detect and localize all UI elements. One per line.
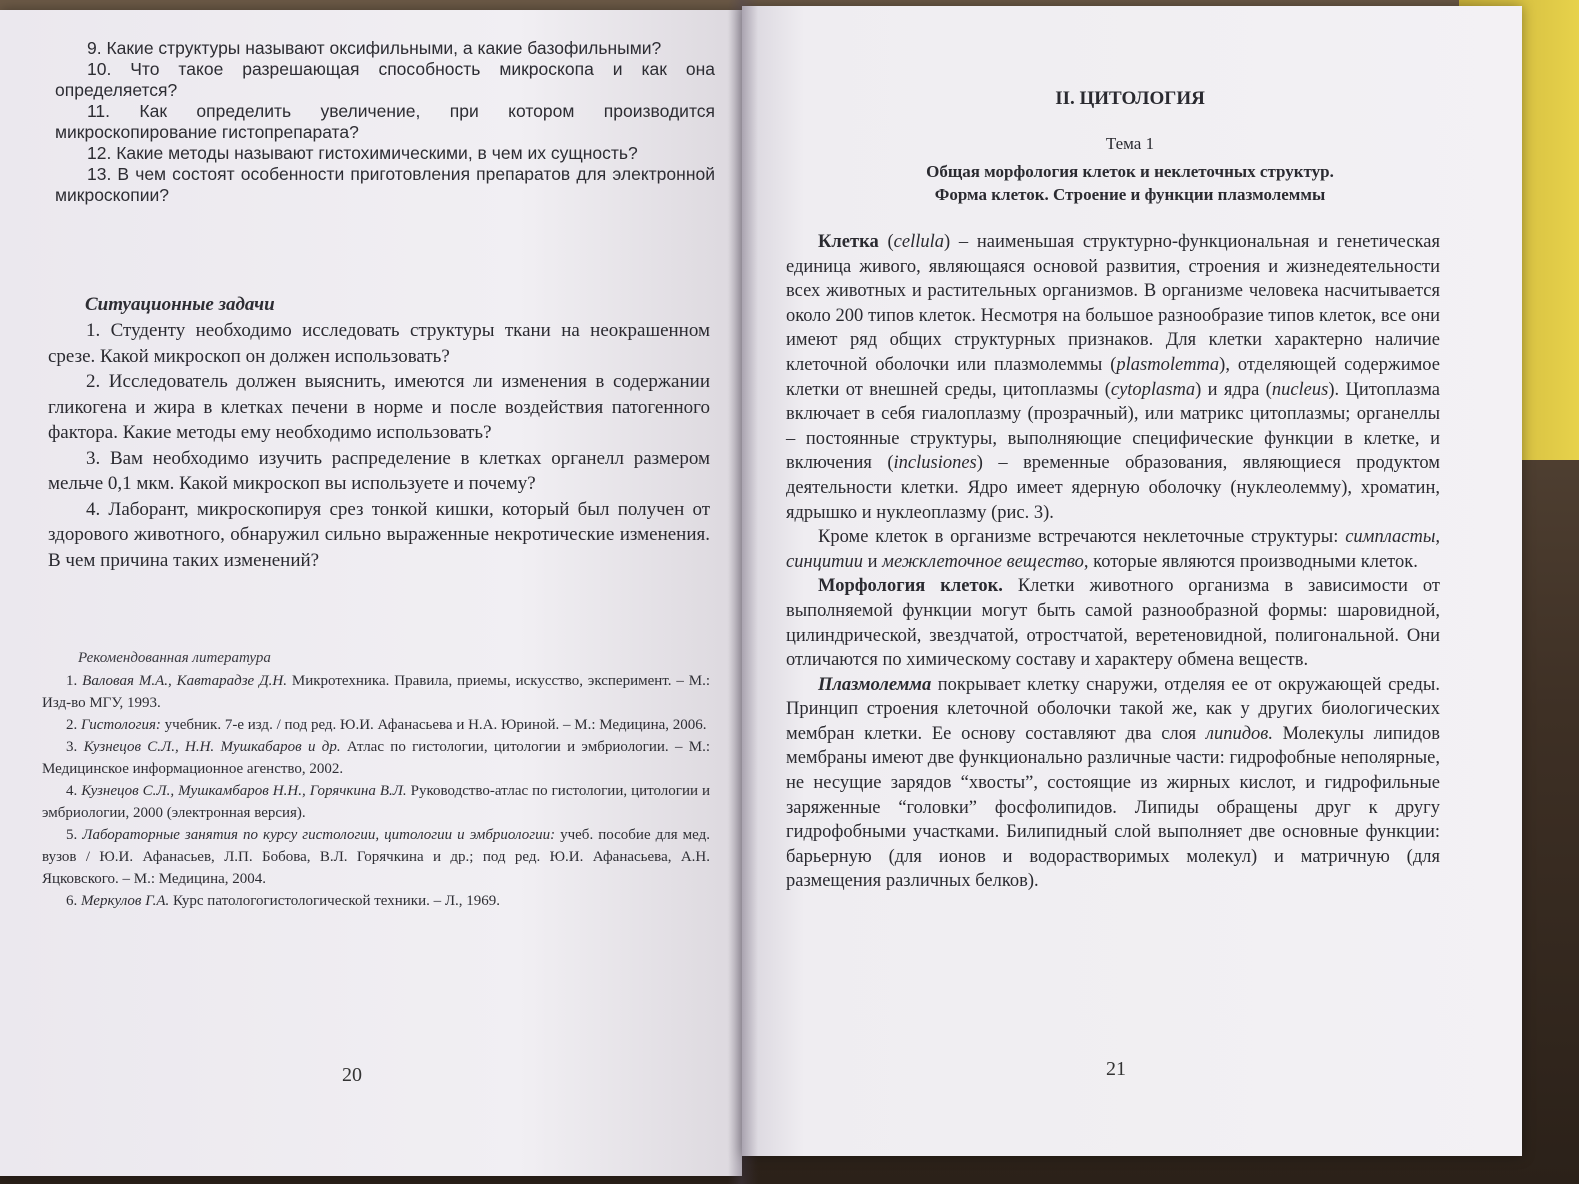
situational-tasks: [48, 318, 710, 573]
paragraph-noncellular: Кроме клеток в организме встречаются неклеточные структуры: симпласты, синцитии и межклеточное вещество, которые являются производными клеток.: [786, 527, 1440, 572]
paragraph-plasmalemma: Плазмолемма покрывает клетку снаружи, отделяя ее от окружающей среды. Принцип строения клеточной оболочки такой же, как у других биологических мембран клетки. Ее основу составляют два слоя липидов. Молекулы липидов мембраны имеют две функционально различные части: гидрофобные неполярные, не несущие зарядов “хвосты”, состоящие из жирных кислот, и гидрофильные заряженные “головки” фосфолипидов. Липиды обращены друг к другу гидрофобными участками. Билипидный слой выполняет две основные функции: барьерную (для ионов и водорастворимых молекул) и матричную (для размещения различных белков).: [786, 674, 1440, 892]
literature-item: 2. Гистология: учебник. 7-е изд. / под ред. Ю.И. Афанасьева и Н.А. Юриной. – М.: Медицина, 2006.: [66, 717, 707, 733]
paragraph-morphology: Морфология клеток. Клетки животного организма в зависимости от выполняемой функции могут быть самой разнообразной формы: шаровидной, цилиндрической, звездчатой, отростчатой, веретеновидной, полигональной. Они отличаются по химическому составу и характеру обмена веществ.: [786, 576, 1440, 671]
question-11: 11. Как определить увеличение, при котором производится микроскопирование гистопрепарата?: [55, 101, 715, 142]
literature-item: 3. Кузнецов С.Л., Н.Н. Мушкабаров и др. Атлас по гистологии, цитологии и эмбриологии. – М.: Медицинское информационное агенство, 2002.: [42, 739, 711, 777]
tasks-heading: Ситуационные задачи: [85, 294, 275, 315]
question-9: 9. Какие структуры называют оксифильными, а какие базофильными?: [87, 38, 662, 58]
topic-number: Тема 1: [1105, 134, 1155, 153]
task-4: 4. Лаборант, микроскопируя срез тонкой кишки, который был получен от здорового животного, обнаружил сильно выраженные некротические изменения. В чем причина таких изменений?: [48, 498, 710, 571]
paragraph-cell: Клетка (cellula) – наименьшая структурно-функциональная и генетическая единица живого, являющаяся основой развития, строения и жизнедеятельности всех животных и растительных организмов. В организме человека насчитывается около 200 типов клеток. Несмотря на большое разнообразие типов клеток, все они имеют ряд общих структурных признаков. Для клетки характерно наличие клеточной оболочки или плазмолеммы (plasmolemma), отделяющей содержимое клетки от внешней среды, цитоплазмы (cytoplasma) и ядра (nucleus). Цитоплазма включает в себя гиалоплазму (прозрачный), или матрикс цитоплазмы; органеллы – постоянные структуры, выполняющие специфические функции в клетке, и включения (inclusiones) – временные образования, являющиеся продуктом деятельности клетки. Ядро имеет ядерную оболочку (нуклеолемму), хроматин, ядрышко и нуклеоплазму (рис. 3).: [786, 232, 1441, 523]
literature-item: 4. Кузнецов С.Л., Мушкамбаров Н.Н., Горячкина В.Л. Руководство-атлас по гистологии, цитологии и эмбриологии, 2000 (электронная версия).: [42, 783, 711, 821]
literature-heading: Рекомендованная литература: [78, 650, 271, 666]
page-number-right: 21: [1106, 1058, 1126, 1080]
chapter-title: II. ЦИТОЛОГИЯ: [1055, 88, 1205, 109]
literature-list: [42, 670, 710, 912]
question-12: 12. Какие методы называют гистохимическими, в чем их сущность?: [87, 143, 638, 163]
literature-item: 1. Валовая М.А., Кавтарадзе Д.Н. Микротехника. Правила, приемы, искусство, эксперимент. – М.: Изд-во МГУ, 1993.: [42, 673, 711, 711]
question-13: 13. В чем состоят особенности приготовления препаратов для электронной микроскопии?: [55, 164, 715, 205]
task-2: 2. Исследователь должен выяснить, имеются ли изменения в содержании гликогена и жира в клетках печени в норме и после воздействия патогенного фактора. Какие методы ему необходимо использовать?: [48, 371, 710, 443]
review-questions: [55, 38, 715, 206]
literature-item: 6. Меркулов Г.А. Курс патологогистологической техники. – Л., 1969.: [66, 893, 501, 909]
chapter-body: [786, 230, 1440, 894]
topic-title: Общая морфология клеток и неклеточных структур. Форма клеток. Строение и функции плазмолеммы: [926, 162, 1334, 204]
task-1: 1. Студенту необходимо исследовать структуры ткани на неокрашенном срезе. Какой микроскоп он должен использовать?: [48, 320, 710, 367]
task-3: 3. Вам необходимо изучить распределение в клетках органелл размером мельче 0,1 мкм. Какой микроскоп вы используете и почему?: [48, 447, 710, 494]
literature-item: 5. Лабораторные занятия по курсу гистологии, цитологии и эмбриологии: учеб. пособие для мед. вузов / Ю.И. Афанасьев, Л.П. Бобова, В.Л. Горячкина и др.; под ред. Ю.И. Афанасьева, А.Н. Яцковского. – М.: Медицина, 2004.: [42, 827, 711, 887]
page-number-left: 20: [342, 1064, 362, 1086]
question-10: 10. Что такое разрешающая способность микроскопа и как она определяется?: [55, 59, 715, 100]
